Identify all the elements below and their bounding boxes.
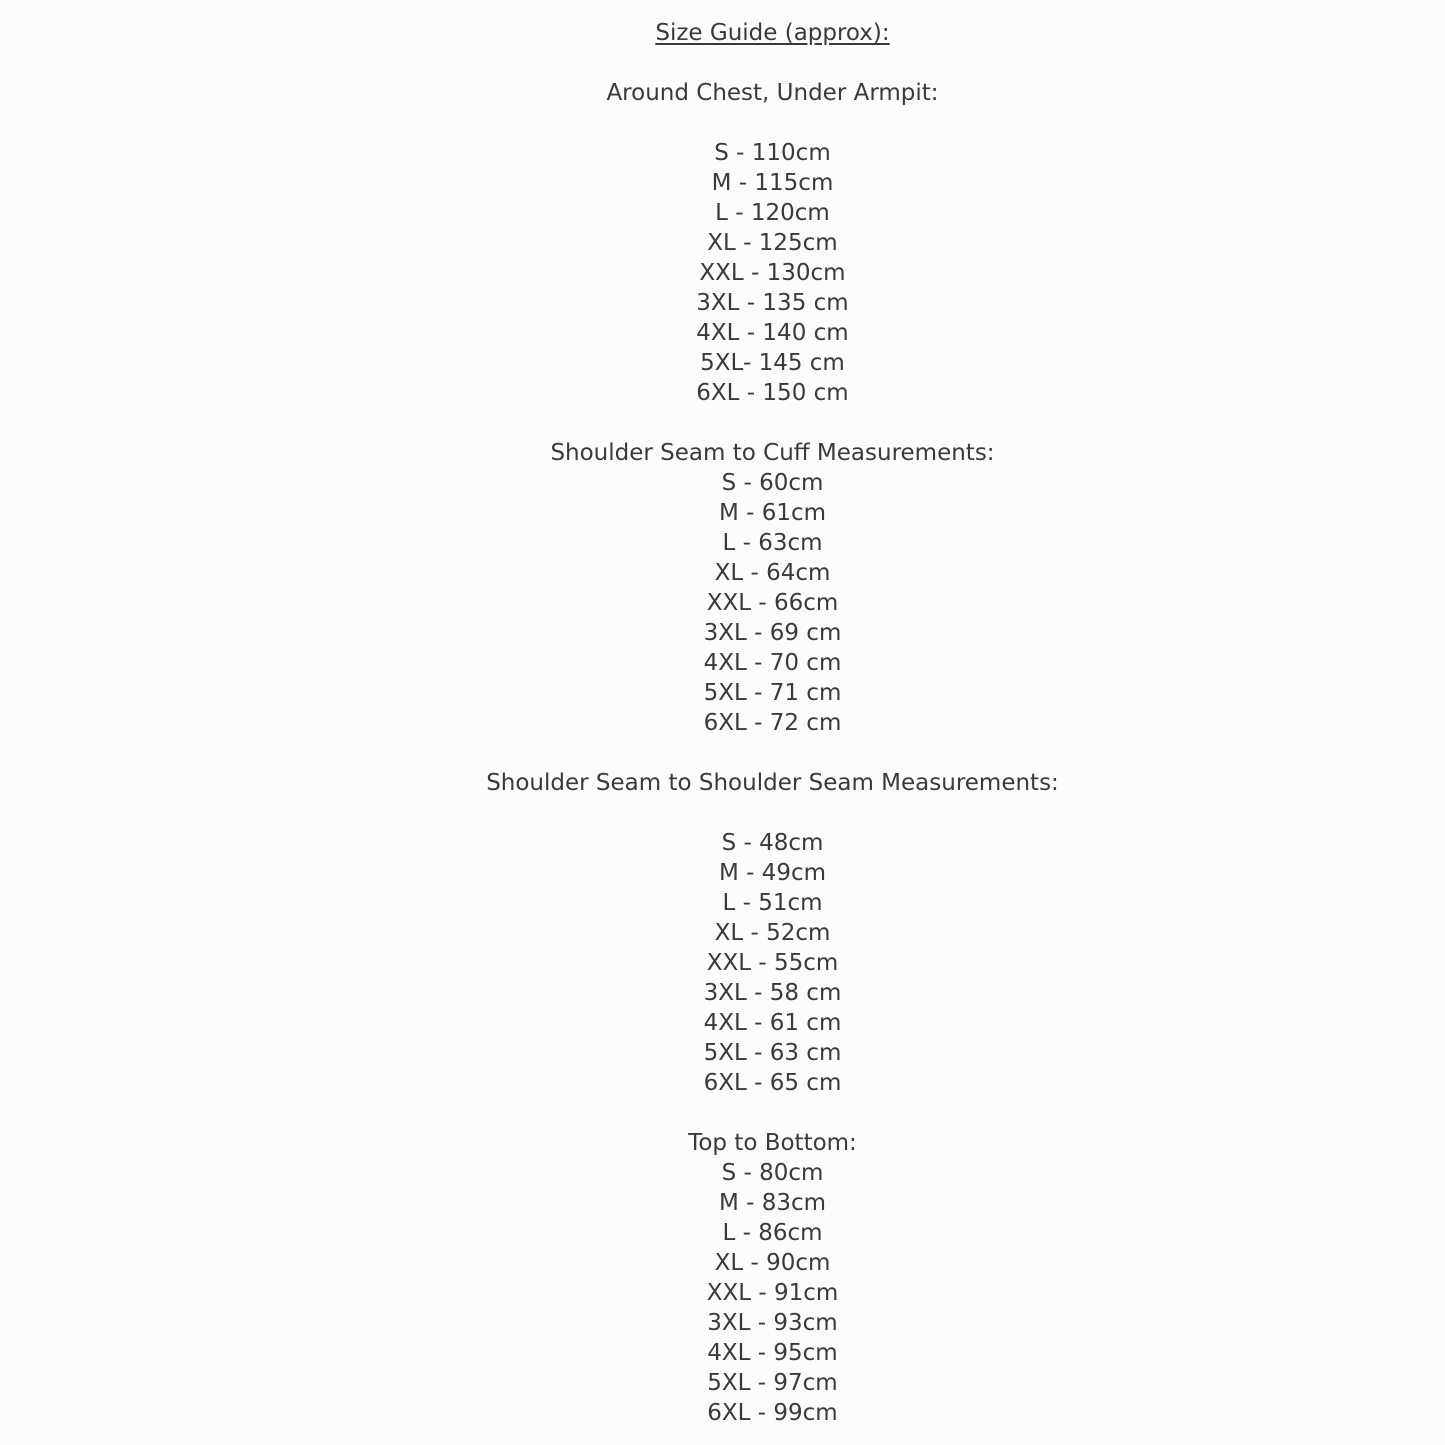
size-line: L - 63cm <box>722 530 823 556</box>
section-heading: Around Chest, Under Armpit: <box>606 80 939 106</box>
size-line: S - 48cm <box>721 830 824 856</box>
section-shoulder-to-shoulder <box>100 768 1445 1098</box>
page-title: Size Guide (approx): <box>655 20 890 46</box>
size-line: XL - 90cm <box>714 1250 831 1276</box>
section-heading: Shoulder Seam to Cuff Measurements: <box>550 440 995 466</box>
size-list <box>100 468 1445 738</box>
size-line: XXL - 55cm <box>706 950 839 976</box>
size-line: 5XL - 63 cm <box>703 1040 842 1066</box>
size-line: XXL - 130cm <box>699 260 846 286</box>
size-line: S - 110cm <box>714 140 831 166</box>
size-line: 5XL- 145 cm <box>700 350 845 376</box>
size-list <box>100 828 1445 1098</box>
size-line: 6XL - 65 cm <box>703 1070 842 1096</box>
size-line: XL - 64cm <box>714 560 831 586</box>
section-heading: Top to Bottom: <box>688 1130 857 1156</box>
size-line: 4XL - 61 cm <box>703 1010 842 1036</box>
size-line: XXL - 91cm <box>706 1280 839 1306</box>
size-line: XL - 52cm <box>714 920 831 946</box>
size-line: M - 83cm <box>718 1190 827 1216</box>
size-line: 5XL - 97cm <box>707 1370 838 1396</box>
size-line: 4XL - 70 cm <box>703 650 842 676</box>
size-line: 6XL - 150 cm <box>696 380 849 406</box>
blank-line <box>100 48 1445 78</box>
size-line: 3XL - 93cm <box>707 1310 838 1336</box>
size-line: 3XL - 58 cm <box>703 980 842 1006</box>
size-line: S - 60cm <box>721 470 824 496</box>
size-line: XXL - 66cm <box>706 590 839 616</box>
size-list <box>100 138 1445 408</box>
size-line: 3XL - 69 cm <box>703 620 842 646</box>
size-line: XL - 125cm <box>707 230 838 256</box>
blank-line <box>100 108 1445 138</box>
size-line: 4XL - 140 cm <box>696 320 849 346</box>
blank-line <box>100 408 1445 438</box>
section-around-chest <box>100 78 1445 408</box>
size-line: 4XL - 95cm <box>707 1340 838 1366</box>
section-shoulder-to-cuff <box>100 438 1445 738</box>
size-line: L - 51cm <box>722 890 823 916</box>
size-line: M - 61cm <box>718 500 827 526</box>
size-guide-document <box>100 0 1445 1428</box>
size-line: S - 80cm <box>721 1160 824 1186</box>
size-line: 3XL - 135 cm <box>696 290 849 316</box>
size-line: 5XL - 71 cm <box>703 680 842 706</box>
size-line: 6XL - 72 cm <box>703 710 842 736</box>
blank-line <box>100 738 1445 768</box>
section-heading: Shoulder Seam to Shoulder Seam Measurements: <box>486 770 1059 796</box>
size-line: M - 49cm <box>718 860 827 886</box>
size-line: M - 115cm <box>711 170 834 196</box>
size-line: L - 86cm <box>722 1220 823 1246</box>
size-list <box>100 1158 1445 1428</box>
section-top-to-bottom <box>100 1128 1445 1428</box>
blank-line <box>100 798 1445 828</box>
blank-line <box>100 1098 1445 1128</box>
size-line: L - 120cm <box>715 200 830 226</box>
size-line: 6XL - 99cm <box>707 1400 838 1426</box>
